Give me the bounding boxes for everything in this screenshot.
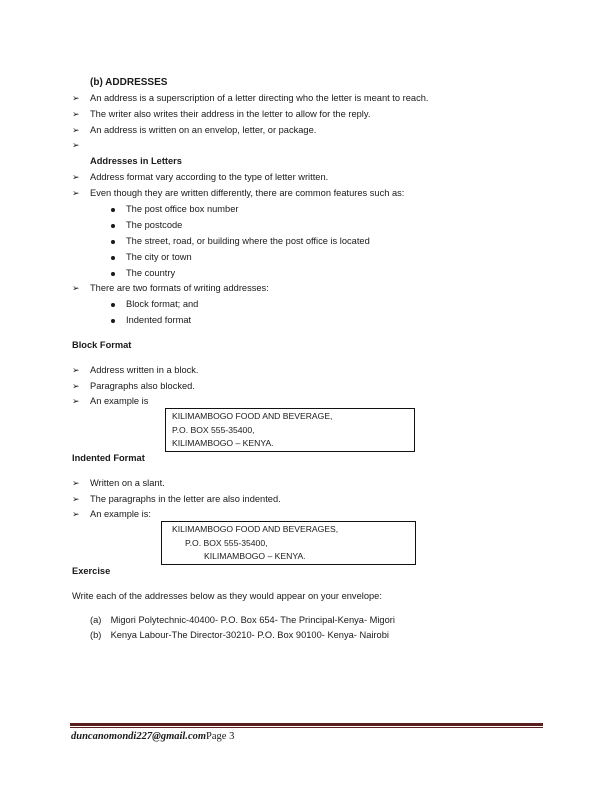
feature-text: The country — [126, 268, 176, 278]
dot-bullet-icon — [111, 319, 115, 323]
list-item-text: Paragraphs also blocked. — [90, 381, 195, 391]
feature-text: The city or town — [126, 252, 192, 262]
arrow-bullet-icon: ➢ — [72, 365, 80, 375]
exercise-item-text: Migori Polytechnic-40400- P.O. Box 654- The Principal-Kenya- Migori — [110, 615, 395, 625]
footer-rule — [70, 723, 543, 726]
dot-bullet-icon — [111, 256, 115, 260]
feature-text: The post office box number — [126, 204, 239, 214]
feature-text: The street, road, or building where the post office is located — [126, 236, 370, 246]
subheading-indented-format: Indented Format — [72, 453, 145, 463]
dot-bullet-icon — [111, 208, 115, 212]
list-item-text: Address format vary according to the type of letter written. — [90, 172, 329, 182]
arrow-bullet-icon: ➢ — [72, 478, 80, 488]
arrow-bullet-icon: ➢ — [72, 140, 80, 150]
exercise-instruction: Write each of the addresses below as they would appear on your envelope: — [72, 591, 382, 601]
arrow-bullet-icon: ➢ — [72, 125, 80, 135]
address-line: KILIMAMBOGO – KENYA. — [172, 438, 274, 448]
list-item-text: Address written in a block. — [90, 365, 199, 375]
address-line: KILIMAMBOGO – KENYA. — [204, 551, 306, 561]
page-number: Page 3 — [206, 731, 235, 742]
list-item-text: The writer also writes their address in the letter to allow for the reply. — [90, 109, 371, 119]
footer-rule — [70, 727, 543, 728]
address-line: P.O. BOX 555-35400, — [172, 424, 255, 435]
arrow-bullet-icon: ➢ — [72, 93, 80, 103]
exercise-item-text: Kenya Labour-The Director-30210- P.O. Box 90100- Kenya- Nairobi — [110, 630, 389, 640]
subheading-addresses-in-letters: Addresses in Letters — [90, 156, 182, 166]
subheading-block-format: Block Format — [72, 340, 132, 350]
list-item-text: There are two formats of writing addresses: — [90, 283, 269, 293]
arrow-bullet-icon: ➢ — [72, 396, 80, 406]
address-line: P.O. BOX 555-35400, — [185, 537, 268, 548]
exercise-item-label: (b) — [90, 630, 102, 640]
list-item-text: The paragraphs in the letter are also indented. — [90, 494, 281, 504]
format-text: Block format; and — [126, 299, 199, 309]
arrow-bullet-icon: ➢ — [72, 172, 80, 182]
subheading-exercise: Exercise — [72, 566, 111, 576]
arrow-bullet-icon: ➢ — [72, 494, 80, 504]
page-footer — [71, 731, 234, 742]
indented-address-example — [161, 521, 416, 565]
dot-bullet-icon — [111, 303, 115, 307]
arrow-bullet-icon: ➢ — [72, 283, 80, 293]
exercise-item — [90, 630, 389, 640]
list-item-text: An address is a superscription of a letter directing who the letter is meant to reach. — [90, 93, 429, 103]
dot-bullet-icon — [111, 224, 115, 228]
dot-bullet-icon — [111, 272, 115, 276]
list-item-text: Even though they are written differently, there are common features such as: — [90, 188, 405, 198]
footer-email: duncanomondi227@gmail.com — [71, 731, 207, 742]
address-line: KILIMAMBOGO FOOD AND BEVERAGES, — [172, 524, 339, 534]
list-item-text: An example is: — [90, 509, 151, 519]
block-address-example — [165, 408, 415, 452]
list-item-text: An example is — [90, 396, 149, 406]
dot-bullet-icon — [111, 240, 115, 244]
section-heading: (b) ADDRESSES — [90, 77, 168, 88]
exercise-item-label: (a) — [90, 615, 102, 625]
arrow-bullet-icon: ➢ — [72, 188, 80, 198]
arrow-bullet-icon: ➢ — [72, 509, 80, 519]
list-item-text: Written on a slant. — [90, 478, 165, 488]
format-text: Indented format — [126, 315, 192, 325]
arrow-bullet-icon: ➢ — [72, 109, 80, 119]
address-line: KILIMAMBOGO FOOD AND BEVERAGE, — [172, 411, 333, 421]
list-item-text: An address is written on an envelop, letter, or package. — [90, 125, 317, 135]
feature-text: The postcode — [126, 220, 183, 230]
exercise-item — [90, 615, 395, 625]
arrow-bullet-icon: ➢ — [72, 381, 80, 391]
